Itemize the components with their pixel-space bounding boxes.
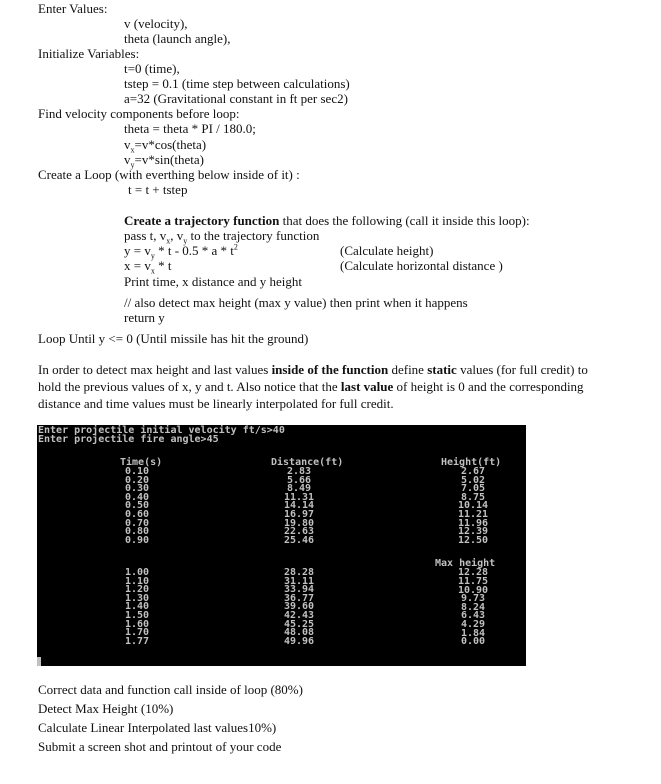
console-screenshot	[37, 425, 526, 666]
console-distance-cell: 28.28	[283, 567, 315, 578]
pass-params: pass t, $v_x$, $v_y$ to the trajectory function	[124, 228, 320, 246]
console-height-cell: 8.75	[460, 491, 486, 503]
console-distance-cell: 42.43	[283, 609, 315, 621]
console-distance-cell: 8.49	[286, 483, 312, 495]
console-dist-col-b	[278, 568, 320, 645]
console-distance-cell: 11.31	[283, 491, 315, 503]
console-distance-cell: 25.46	[283, 534, 315, 546]
theta-conversion: theta = theta * PI / 180.0;	[124, 121, 256, 136]
vy-formula: $v_y=v*\sin(theta)$	[124, 152, 204, 170]
t-update: t = t + tstep	[128, 182, 188, 197]
console-header-height: Height(ft)	[441, 457, 502, 468]
console-height-cell: 12.39	[457, 526, 489, 538]
console-distance-cell: 33.94	[283, 584, 315, 596]
t0-item: t=0 (time),	[124, 61, 180, 76]
console-time-cell: 1.50	[124, 609, 150, 621]
x-formula: $x = v_x * t$	[124, 258, 172, 276]
console-time-cell: 0.50	[124, 500, 150, 512]
console-time-cell: 1.77	[124, 635, 150, 647]
console-height-cell: 8.24	[460, 601, 486, 613]
console-time-cell: 0.70	[124, 517, 150, 529]
console-distance-cell: 48.08	[283, 627, 315, 639]
console-cursor	[37, 657, 41, 666]
console-time-cell: 0.10	[124, 466, 150, 477]
vx-formula: $v_x=v*\cos(theta)$	[124, 137, 207, 155]
velocity-item: v (velocity),	[124, 16, 188, 31]
console-height-cell: 7.05	[460, 483, 486, 495]
console-time-cell: 1.60	[124, 618, 150, 630]
console-max-height-label: Max height	[435, 558, 496, 569]
console-distance-cell: 22.63	[283, 526, 315, 538]
console-header-time: Time(s)	[120, 457, 163, 468]
console-header-distance: Distance(ft)	[271, 457, 344, 468]
console-time-cell: 1.30	[124, 592, 150, 604]
console-time-cell: 0.30	[124, 483, 150, 495]
console-distance-cell: 5.66	[286, 474, 312, 486]
console-distance-cell: 36.77	[283, 592, 315, 604]
loop-until-line: Loop Until y <= 0 (Until missile has hit the ground)	[38, 331, 309, 346]
console-time-cell: 1.20	[124, 584, 150, 596]
console-height-cell: 11.21	[457, 508, 489, 520]
create-loop-label: Create a Loop (with everthing below inside of it) :	[38, 167, 300, 182]
console-time-cell: 1.10	[124, 575, 150, 587]
trajectory-heading: Create a trajectory function that does the following (call it inside this loop):	[124, 213, 530, 228]
console-distance-cell: 16.97	[283, 508, 315, 520]
enter-values-label: Enter Values:	[38, 1, 108, 16]
console-height-cell: 4.29	[460, 618, 486, 630]
console-time-cell: 0.40	[124, 491, 150, 503]
console-height-col-b	[452, 577, 494, 646]
theta-item: theta (launch angle),	[124, 31, 231, 46]
console-height-cell: 2.67	[460, 466, 486, 477]
print-line: Print time, x distance and y height	[124, 274, 302, 289]
console-time-col-a	[121, 467, 153, 544]
console-time-cell: 0.20	[124, 474, 150, 486]
console-height-cell: 10.90	[457, 584, 489, 596]
x-note: (Calculate horizontal distance )	[340, 258, 503, 273]
console-distance-cell: 2.83	[286, 466, 312, 477]
grading-line-2: Detect Max Height (10%)	[38, 701, 174, 716]
grading-line-4: Submit a screen shot and printout of your code	[38, 739, 282, 754]
console-height-cell: 0.00	[460, 636, 486, 648]
console-time-cell: 0.80	[124, 526, 150, 538]
y-formula: $y = v_y * t - 0.5 * a * t^2$	[124, 242, 238, 261]
grading-line-1: Correct data and function call inside of loop (80%)	[38, 682, 303, 697]
y-note: (Calculate height)	[340, 243, 434, 258]
init-vars-label: Initialize Variables:	[38, 46, 140, 61]
console-time-cell: 0.60	[124, 508, 150, 520]
console-time-col-b	[121, 568, 153, 645]
paragraph-line-1: In order to detect max height and last values inside of the function define static values (for full credit) to	[38, 362, 588, 377]
console-height-cell: 11.96	[457, 517, 489, 529]
console-height-cell: 11.75	[457, 576, 489, 587]
console-height-cell: 9.73	[460, 593, 486, 605]
console-prompt-velocity: Enter projectile initial velocity ft/s>40	[38, 425, 285, 436]
console-time-cell: 1.40	[124, 601, 150, 613]
console-height-cell: 6.43	[460, 610, 486, 622]
console-height-cell: 5.02	[460, 474, 486, 486]
grading-line-3: Calculate Linear Interpolated last values10%)	[38, 720, 277, 735]
console-height-cell: 10.14	[457, 500, 489, 512]
console-time-cell: 0.90	[124, 534, 150, 546]
console-height-col-a	[452, 467, 494, 544]
console-prompt-angle: Enter projectile fire angle>45	[38, 434, 219, 445]
console-max-height-value: 12.28	[457, 567, 489, 578]
console-time-cell: 1.70	[124, 627, 150, 639]
console-distance-cell: 45.25	[283, 618, 315, 630]
paragraph-line-3: distance and time values must be linearly interpolated for full credit.	[38, 396, 394, 411]
console-distance-cell: 39.60	[283, 601, 315, 613]
gravity-item: a=32 (Gravitational constant in ft per sec2)	[124, 91, 348, 106]
console-distance-cell: 31.11	[283, 575, 315, 587]
find-velocity-label: Find velocity components before loop:	[38, 106, 240, 121]
console-dist-col-a	[278, 467, 320, 544]
console-time-cell: 1.00	[124, 567, 150, 578]
console-height-cell: 12.50	[457, 534, 489, 546]
console-distance-cell: 19.80	[283, 517, 315, 529]
tstep-item: tstep = 0.1 (time step between calculations)	[124, 76, 350, 91]
console-height-cell: 1.84	[460, 627, 486, 639]
return-line: return y	[124, 310, 165, 325]
detect-max-comment: // also detect max height (max y value) then print when it happens	[124, 295, 468, 310]
console-distance-cell: 49.96	[283, 635, 315, 647]
paragraph-line-2: hold the previous values of x, y and t. Also notice that the last value of height is 0 and the corresponding	[38, 379, 584, 394]
console-distance-cell: 14.14	[283, 500, 315, 512]
